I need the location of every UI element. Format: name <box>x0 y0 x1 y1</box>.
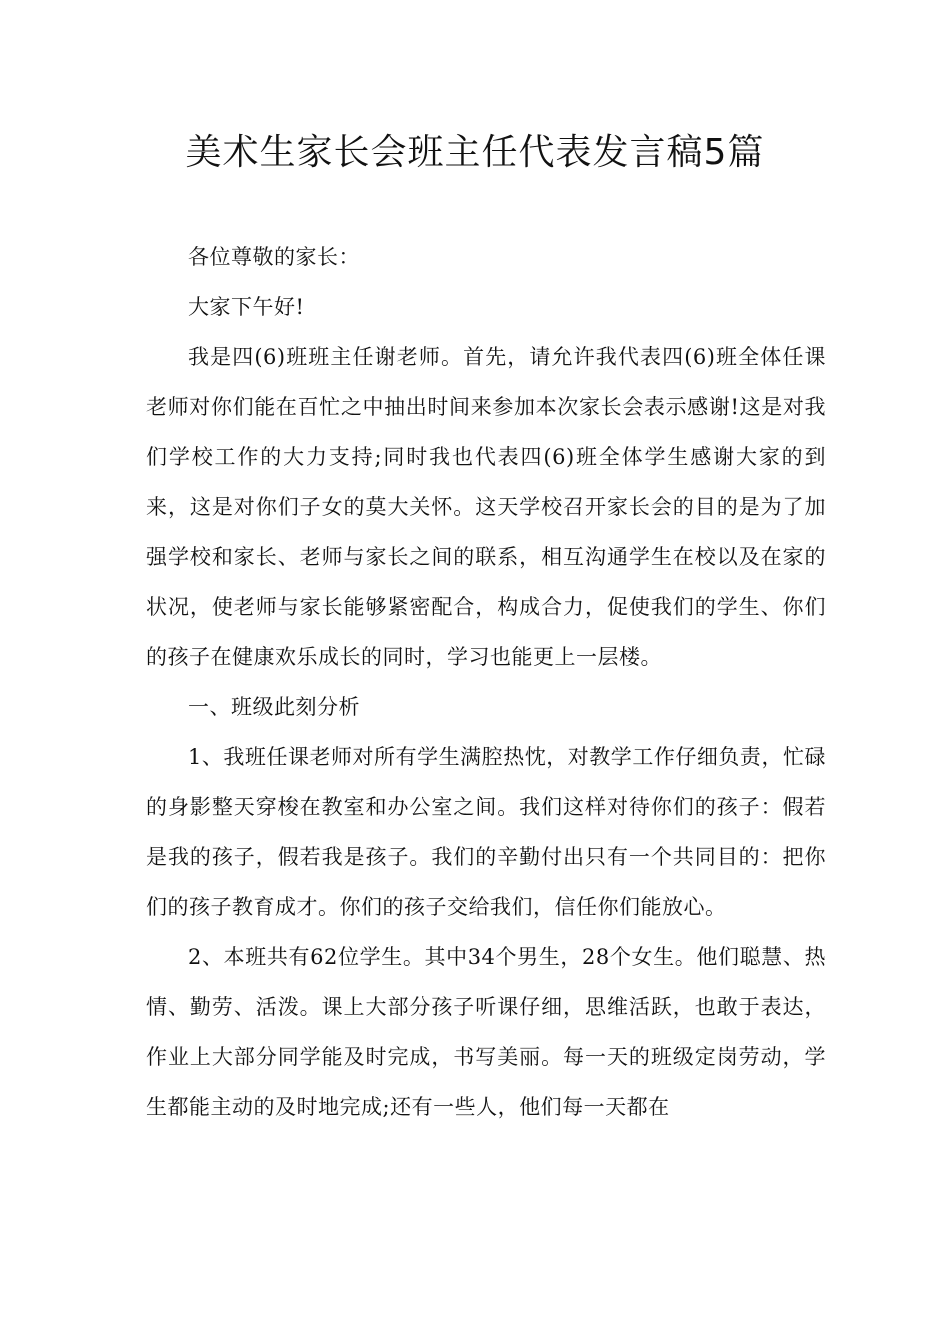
document-title: 美术生家长会班主任代表发言稿5篇 <box>185 132 765 173</box>
section-heading: 一、班级此刻分析 <box>188 695 360 719</box>
salutation: 各位尊敬的家长： <box>188 245 360 269</box>
document-body <box>146 232 826 1132</box>
greeting: 大家下午好! <box>188 295 305 319</box>
paragraph-teachers: 1、我班任课老师对所有学生满腔热忱，对教学工作仔细负责，忙碌的身影整天穿梭在教室和办公室之间。我们这样对待你们的孩子：假若是我的孩子，假若我是孩子。我们的辛勤付出只有一个共同目的：把你们的孩子教育成才。你们的孩子交给我们，信任你们能放心。 <box>146 745 826 919</box>
paragraph-students: 2、本班共有62位学生。其中34个男生，28个女生。他们聪慧、热情、勤劳、活泼。课上大部分孩子听课仔细，思维活跃，也敢于表达，作业上大部分同学能及时完成，书写美丽。每一天的班级定岗劳动，学生都能主动的及时地完成;还有一些人，他们每一天都在 <box>146 945 826 1119</box>
intro-paragraph: 我是四(6)班班主任谢老师。首先，请允许我代表四(6)班全体任课老师对你们能在百忙之中抽出时间来参加本次家长会表示感谢!这是对我们学校工作的大力支持;同时我也代表四(6)班全体学生感谢大家的到来，这是对你们子女的莫大关怀。这天学校召开家长会的目的是为了加强学校和家长、老师与家长之间的联系，相互沟通学生在校以及在家的状况，使老师与家长能够紧密配合，构成合力，促使我们的学生、你们的孩子在健康欢乐成长的同时，学习也能更上一层楼。 <box>146 345 826 669</box>
